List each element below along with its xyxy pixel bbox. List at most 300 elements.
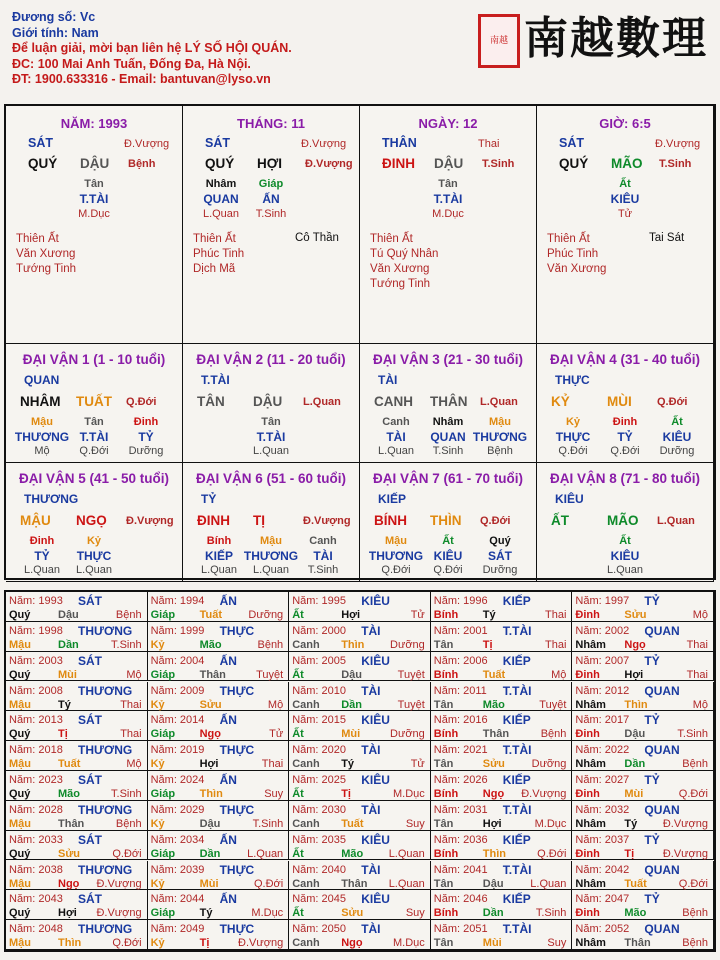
hidden-stem: Đinh [612,416,638,428]
hidden-stem: Mậu [385,535,407,547]
year-cell [6,861,148,891]
year-stem: Giáp [150,788,176,800]
life-phase: L.Quan [303,396,341,408]
contact-note: Để luận giải, mời bạn liên hệ LÝ SỐ HỘI QUÁN. [12,41,292,55]
year-stem: Canh [292,877,320,890]
dai-van-title: ĐẠI VẬN 3 (21 - 30 tuổi) [372,352,524,367]
year-label: Năm: 2009 [150,684,205,697]
heavenly-stem: MẬU [20,513,51,528]
dai-van-2 [183,344,360,463]
year-ten-god: TỶ [644,713,660,728]
year-label: Năm: 2033 [9,833,63,846]
year-cell [572,831,714,861]
pillar-title: GIỜ: 6:5 [599,116,651,131]
hidden-god: TỶ [34,549,50,563]
hidden-god: KIÊU [662,430,692,444]
year-phase: Thai [261,758,284,771]
dai-van-7 [360,463,537,582]
year-phase: Bệnh [540,728,567,741]
heavenly-stem: NHÂM [20,394,61,409]
pillar-3 [360,106,537,344]
year-cell [6,711,148,741]
year-ten-god: ẤN [219,594,237,608]
year-ten-god: T.TÀI [502,862,532,877]
year-phase: M.Dục [393,937,425,950]
hidden-phase: Dưỡng [659,445,695,457]
year-label: Năm: 2026 [433,774,488,786]
hidden-stem: Nhâm [205,178,237,190]
hidden-phase: Q.Đới [610,445,640,457]
year-branch: Dần [58,638,79,651]
year-branch: Dậu [341,668,362,681]
year-branch: Tị [624,847,635,860]
dai-van-6 [183,463,360,582]
year-cell [289,861,431,891]
year-cell [572,920,714,950]
year-label: Năm: 2050 [292,923,346,936]
year-phase: L.Quan [388,877,425,890]
year-stem: Mậu [9,638,31,651]
year-phase: Q.Đới [112,847,142,860]
year-branch: Thân [199,668,226,681]
year-cell [572,771,714,801]
year-ten-god: THỰC [219,683,255,698]
year-ten-god: TÀI [361,683,381,698]
year-label: Năm: 2000 [292,624,346,637]
ten-god: TÀI [378,373,398,387]
year-label: Năm: 2004 [150,654,205,667]
bazi-chart [4,104,716,580]
year-ten-god: THƯƠNG [78,683,133,698]
year-phase: L.Quan [530,877,567,890]
year-stem: Giáp [150,609,176,621]
year-cell [148,861,290,891]
year-branch: Mùi [341,728,361,741]
year-stem: Giáp [150,847,176,860]
year-stem: Nhâm [575,638,606,651]
heavenly-stem: QUÝ [28,156,58,171]
year-branch: Thìn [58,937,82,950]
year-ten-god: QUAN [644,743,680,758]
year-stem: Bính [433,668,459,681]
year-ten-god: KIÊU [361,773,390,787]
hidden-stem: Ất [619,535,631,547]
year-label: Năm: 2040 [292,863,346,876]
year-phase: T.Sinh [111,638,142,651]
year-branch: Hợi [482,817,502,830]
life-phase: Q.Đới [126,396,157,408]
year-label: Năm: 2002 [575,624,630,637]
year-stem: Nhâm [575,758,606,771]
pillar-1 [6,106,183,344]
hidden-phase: M.Dục [432,208,464,220]
year-stem: Quý [9,788,31,800]
year-stem: Nhâm [575,937,606,950]
year-stem: Đinh [575,728,600,741]
year-label: Năm: 2001 [433,624,488,637]
year-stem: Tân [433,877,454,890]
spirit-star: Thiên Ất [370,233,413,245]
year-label: Năm: 2047 [575,893,630,906]
year-label: Năm: 2021 [433,744,488,757]
year-ten-god: KIÊU [361,713,390,728]
year-cell [148,831,290,861]
year-cell [289,652,431,682]
year-label: Năm: 2027 [575,774,630,786]
year-phase: M.Dục [393,788,425,800]
stem-state: Đ.Vượng [655,138,701,150]
life-phase: L.Quan [657,515,695,527]
heavenly-stem: ĐINH [382,156,415,171]
year-branch: Ngọ [58,877,80,890]
hidden-god: ẤN [262,192,280,206]
year-stem: Mậu [9,758,31,771]
year-cell [431,771,573,801]
stem-state: Thai [478,138,500,150]
year-ten-god: KIẾP [502,653,531,668]
gender-row [12,26,292,42]
year-stem: Kỷ [150,937,165,950]
hidden-phase: L.Quan [75,564,113,576]
dai-van-title: ĐẠI VẬN 7 (61 - 70 tuổi) [372,471,524,486]
year-ten-god: KIẾP [502,892,531,907]
life-phase: L.Quan [480,396,518,408]
hidden-stem: Kỷ [565,416,581,428]
year-phase: Bệnh [682,758,708,771]
hidden-god: QUAN [203,192,239,206]
life-phase: Q.Đới [657,396,688,408]
year-cell [6,831,148,861]
name-label: Đương số: [12,10,77,24]
hidden-phase: Bệnh [487,445,513,457]
year-phase: Thai [120,698,142,711]
year-branch: Tị [58,728,68,741]
year-ten-god: TỶ [644,594,660,608]
year-ten-god: ẤN [219,653,237,668]
year-label: Năm: 2015 [292,714,346,727]
hidden-phase: L.Quan [252,564,290,576]
hidden-stem: Đinh [29,535,55,547]
hidden-stem: Tân [84,416,104,428]
earthly-branch: THÂN [430,394,468,409]
year-phase: Tuyệt [397,698,425,711]
hidden-phase: T.Sinh [255,208,287,220]
year-branch: Sửu [58,847,81,860]
year-stem: Kỷ [150,817,165,830]
hidden-phase: L.Quan [252,445,290,457]
year-label: Năm: 2041 [433,863,488,876]
year-ten-god: THƯƠNG [78,623,133,638]
pillar-4 [537,106,714,344]
year-cell [6,622,148,652]
year-label: Năm: 2025 [292,774,346,786]
hidden-phase: Dưỡng [128,445,164,457]
year-label: Năm: 2016 [433,714,488,727]
year-cell [289,890,431,920]
year-cell [572,652,714,682]
year-phase: Thai [544,638,567,651]
year-stem: Đinh [575,847,600,860]
year-stem: Đinh [575,609,600,621]
dai-van-title: ĐẠI VẬN 4 (31 - 40 tuổi) [549,352,701,367]
year-label: Năm: 2008 [9,684,63,697]
hidden-stem: Ất [671,416,683,428]
year-branch: Thân [482,728,510,741]
year-branch: Tý [199,907,213,920]
hidden-god: T.TÀI [79,192,109,206]
ten-god: T.TÀI [201,373,230,387]
year-branch: Tý [624,817,638,830]
year-stem: Đinh [575,907,600,920]
hidden-phase: Q.Đới [558,445,588,457]
heavenly-stem: QUÝ [559,156,589,171]
life-phase: T.Sinh [482,158,515,170]
year-cell [572,890,714,920]
hidden-phase: T.Sinh [307,564,339,576]
heavenly-stem: ẤT [551,513,569,528]
life-phase: Đ.Vượng [303,515,351,527]
stem-state: Đ.Vượng [301,138,347,150]
year-cell [431,920,573,950]
year-label: Năm: 2003 [9,654,63,667]
hidden-god: QUAN [430,430,466,444]
year-branch: Thìn [341,638,365,651]
year-ten-god: SÁT [78,892,102,907]
year-ten-god: T.TÀI [502,802,532,817]
heavenly-stem: TÂN [197,394,225,409]
year-ten-god: ẤN [219,892,237,907]
hidden-god: T.TÀI [79,430,109,444]
year-branch: Dần [341,698,362,711]
year-ten-god: TỶ [644,832,660,847]
year-stem: Canh [292,638,320,651]
year-phase: Đ.Vượng [662,817,708,830]
brand-title: 南越數理 [524,13,708,64]
hidden-god: TỶ [138,430,154,444]
ten-god: KIÊU [555,492,584,506]
hidden-stem: Tân [84,178,104,190]
year-cell [289,831,431,861]
hidden-phase: L.Quan [202,208,240,220]
hidden-stem: Mậu [260,535,282,547]
year-branch: Mão [482,698,505,711]
year-cell [289,711,431,741]
year-branch: Tị [341,788,351,800]
year-label: Năm: 2039 [150,863,205,876]
year-branch: Tý [58,698,71,711]
year-branch: Ngọ [624,638,646,651]
year-phase: Thai [544,609,567,621]
year-label: Năm: 1996 [433,595,488,607]
year-ten-god: TỶ [644,773,660,787]
year-cell [6,920,148,950]
year-stem: Canh [292,817,320,830]
year-ten-god: T.TÀI [502,743,532,758]
year-label: Năm: 2036 [433,833,488,846]
year-ten-god: SÁT [78,594,102,608]
year-cell [6,592,148,622]
year-ten-god: THỰC [219,802,255,817]
year-ten-god: THỰC [219,922,255,937]
year-phase: Dưỡng [390,728,425,741]
year-label: Năm: 2028 [9,803,63,816]
year-stem: Quý [9,668,31,681]
year-ten-god: QUAN [644,922,680,937]
year-ten-god: ẤN [219,832,237,847]
spirit-star: Văn Xương [547,263,607,275]
year-branch: Hợi [199,758,219,771]
year-stem: Ất [292,728,304,741]
year-label: Năm: 2052 [575,923,630,936]
year-cell [572,741,714,771]
year-cell [289,801,431,831]
year-phase: Mộ [551,668,567,681]
spirit-stars-right [295,232,339,244]
ten-god: SÁT [28,136,53,150]
dai-van-title: ĐẠI VẬN 8 (71 - 80 tuổi) [549,471,701,486]
spirit-star: Văn Xương [16,248,76,260]
year-ten-god: SÁT [78,713,102,728]
heavenly-stem: CANH [374,394,413,409]
year-cell [431,592,573,622]
year-cell [289,682,431,712]
year-cell [572,682,714,712]
year-branch: Tuất [341,817,364,830]
year-phase: Q.Đới [112,937,142,950]
hidden-stem: Mậu [489,416,511,428]
hidden-phase: M.Dục [78,208,110,220]
year-phase: L.Quan [247,847,284,860]
year-stem: Bính [433,609,459,621]
pillar-title: NGÀY: 12 [418,116,478,131]
year-ten-god: KIẾP [502,713,531,728]
year-phase: Suy [547,937,567,950]
year-cell [289,920,431,950]
year-phase: Mộ [692,609,708,621]
year-branch: Thìn [624,698,648,711]
year-cell [148,920,290,950]
year-cell [289,771,431,801]
earthly-branch: DẬU [80,156,110,171]
year-label: Năm: 2049 [150,923,205,936]
year-label: Năm: 2038 [9,863,63,876]
year-ten-god: QUAN [644,683,680,698]
year-branch: Sửu [199,698,222,711]
hidden-phase: L.Quan [200,564,238,576]
year-ten-god: KIÊU [361,832,390,847]
dai-van-title: ĐẠI VẬN 6 (51 - 60 tuổi) [195,471,347,486]
year-ten-god: QUAN [644,802,680,817]
year-branch: Tuất [482,668,506,681]
name-row [12,10,292,26]
hidden-god: THỰC [76,549,112,563]
year-branch: Dần [624,758,646,771]
earthly-branch: TỊ [253,513,265,528]
year-cell [572,622,714,652]
year-cell [148,801,290,831]
dai-van-1 [6,344,183,463]
gender-label: Giới tính: [12,25,69,40]
hidden-god: KIẾP [204,549,233,563]
year-branch: Dần [482,907,504,920]
year-cell [431,652,573,682]
year-stem: Tân [433,817,454,830]
year-label: Năm: 2031 [433,803,488,816]
life-phase: Đ.Vượng [305,158,353,170]
year-cell [572,861,714,891]
earthly-branch: THÌN [430,513,462,528]
year-stem: Tân [433,758,454,771]
year-ten-god: SÁT [78,653,102,668]
life-phase: Bệnh [128,158,156,170]
earthly-branch: MÙI [607,394,632,409]
year-phase: Đ.Vượng [96,877,142,890]
year-phase: Suy [405,907,425,920]
heavenly-stem: ĐINH [197,513,230,528]
year-ten-god: T.TÀI [502,922,532,937]
spirit-star: Tướng Tinh [16,263,76,275]
year-phase: Dưỡng [248,609,284,621]
hidden-stem: Bính [206,535,232,547]
ten-god: THÂN [382,136,417,150]
year-phase: Suy [405,817,425,830]
hidden-god: THƯƠNG [14,430,70,444]
spirit-star: Thiên Ất [16,233,59,245]
year-ten-god: THỰC [219,743,255,758]
hidden-stem: Nhâm [432,416,464,428]
year-phase: Đ.Vượng [662,847,708,860]
hidden-god: KIÊU [610,192,640,206]
year-label: Năm: 2032 [575,803,630,816]
year-phase: Dưỡng [531,758,567,771]
year-cell [148,711,290,741]
spirit-star: Phúc Tinh [547,248,599,260]
year-label: Năm: 2011 [433,684,487,697]
earthly-branch: MÃO [607,513,639,528]
ten-god: TỶ [201,492,217,506]
hidden-phase: Mộ [34,445,50,457]
year-stem: Quý [9,907,31,920]
year-label: Năm: 2029 [150,803,205,816]
year-phase: Tuyệt [256,668,284,681]
spirit-star: Cô Thần [295,232,339,244]
year-cell [148,592,290,622]
year-label: Năm: 2010 [292,684,346,697]
year-branch: Mão [341,847,364,860]
year-phase: Thai [120,728,142,741]
heavenly-stem: QUÝ [205,156,235,171]
year-ten-god: T.TÀI [502,683,532,698]
pillar-2 [183,106,360,344]
year-branch: Tý [482,609,496,621]
year-label: Năm: 2048 [9,923,63,936]
year-branch: Mão [58,788,80,800]
year-label: Năm: 2017 [575,714,630,727]
year-stem: Mậu [9,817,31,830]
hidden-phase: Q.Đới [381,564,411,576]
year-ten-god: TÀI [361,922,381,937]
year-ten-god: THỰC [219,862,255,877]
year-ten-god: KIÊU [361,892,390,907]
year-cell [572,592,714,622]
year-stem: Ất [292,907,304,920]
year-label: Năm: 2034 [150,833,205,846]
spirit-stars [547,232,606,277]
year-phase: T.Sinh [111,788,142,800]
ten-god: THƯƠNG [24,492,79,506]
pillar-title: NĂM: 1993 [60,116,128,131]
year-branch: Hợi [624,668,644,681]
